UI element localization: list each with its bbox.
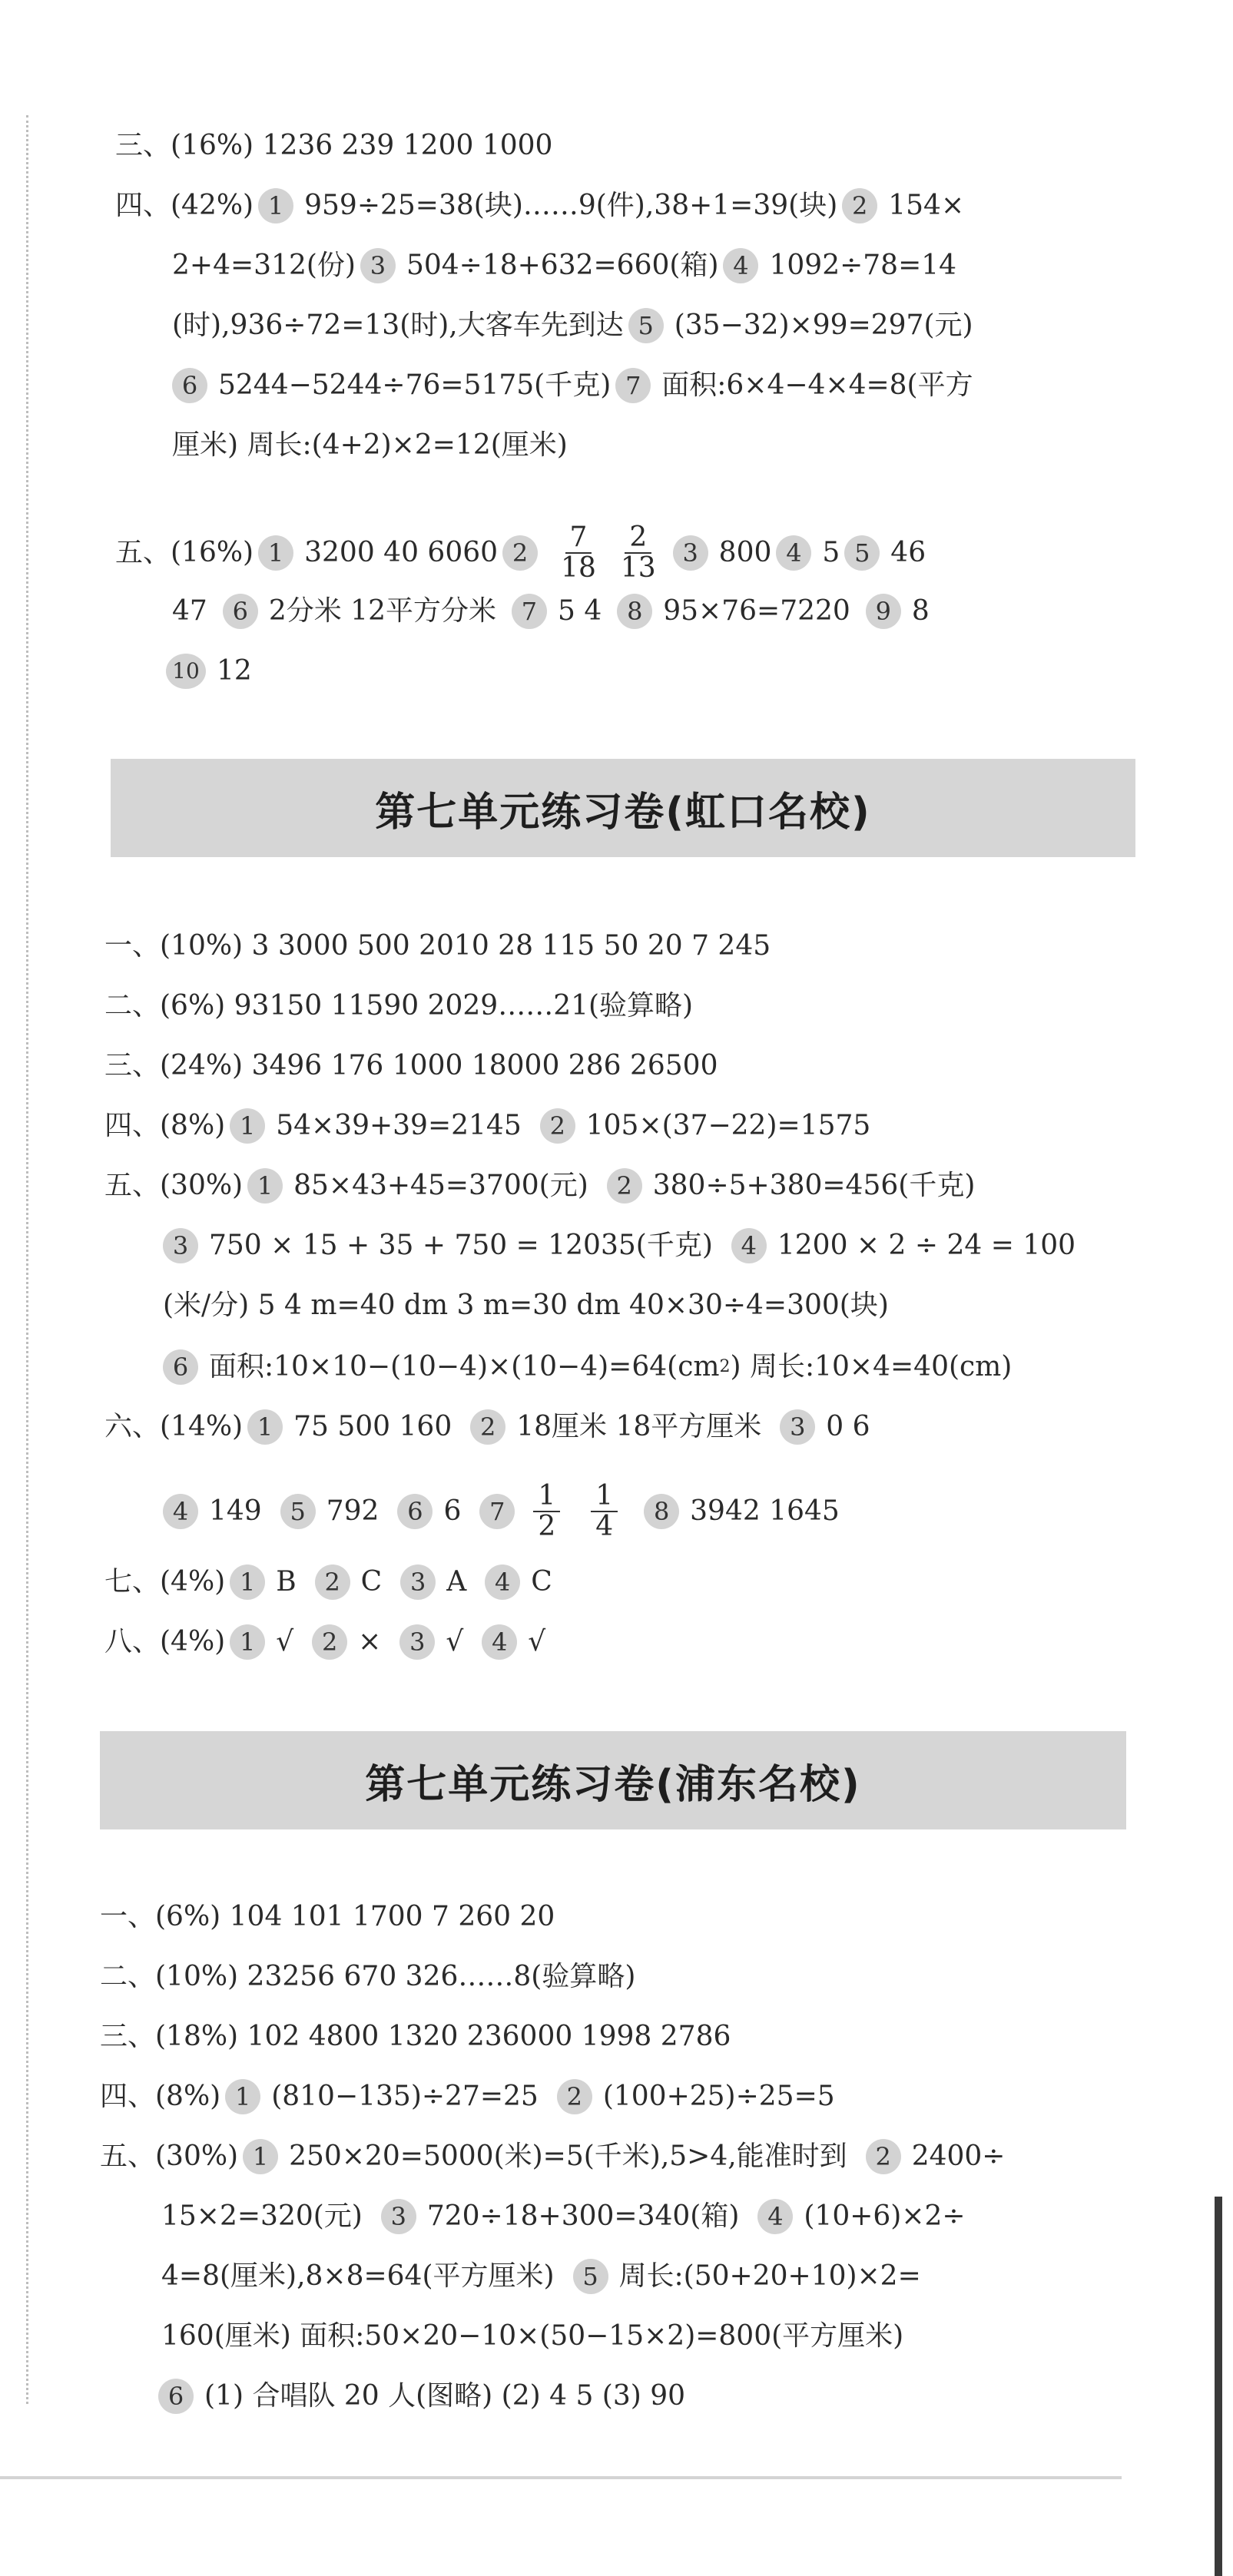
- section-label: 五、(16%): [115, 537, 254, 568]
- fraction-denominator: 18: [561, 552, 596, 584]
- answer-text: 周长:(50+20+10)×2=: [618, 2260, 921, 2292]
- question-number-badge: 6: [397, 1494, 433, 1529]
- section-label: 五、(30%): [100, 2141, 239, 2172]
- answer-text: 250×20=5000(米)=5(千米),5>4,能准时到: [289, 2141, 847, 2172]
- fraction: [591, 1482, 618, 1541]
- section-title-banner: [111, 759, 1135, 857]
- answer-text: √: [528, 1626, 546, 1657]
- question-number-badge: 1: [258, 535, 293, 571]
- fraction-denominator: 4: [595, 1511, 614, 1542]
- answer-text: (810−135)÷27=25: [271, 2081, 539, 2112]
- question-number-badge: 8: [617, 594, 652, 629]
- question-number-badge: 1: [225, 2079, 260, 2114]
- answer-text: 15×2=320(元): [161, 2200, 363, 2232]
- answer-line: [158, 1227, 1076, 1264]
- answer-text: 面积:6×4−4×4=8(平方: [661, 369, 973, 401]
- answer-text: 2分米 12平方分米: [268, 595, 496, 627]
- question-number-badge: 3: [780, 1409, 815, 1445]
- question-number-badge: 3: [400, 1564, 436, 1600]
- question-number-badge: 1: [258, 188, 293, 223]
- answer-text: 800: [718, 537, 772, 568]
- answer-line: [161, 653, 252, 690]
- answer-text: 154×: [888, 190, 965, 221]
- section-label: 四、(8%): [104, 1110, 226, 1141]
- fraction: [533, 1482, 560, 1541]
- question-number-badge: 3: [673, 535, 708, 571]
- answer-text: (35−32)×99=297(元): [674, 310, 973, 341]
- answer-text: 3200 40 6060: [304, 537, 499, 568]
- question-number-badge: 5: [280, 1494, 316, 1529]
- fraction: [556, 523, 601, 583]
- answer-text: 149: [209, 1495, 262, 1527]
- answer-text: 105×(37−22)=1575: [585, 1110, 871, 1141]
- answer-text: 5 4: [557, 595, 602, 627]
- superscript: 2: [719, 1357, 731, 1376]
- answer-text: 3942 1645: [690, 1495, 840, 1527]
- question-number-badge: 4: [776, 535, 811, 571]
- answer-text: 792: [326, 1495, 380, 1527]
- question-number-badge: 2: [540, 1108, 575, 1144]
- answer-text: 二、(6%) 93150 11590 2029……21(验算略): [104, 990, 694, 1021]
- answer-text: A: [446, 1566, 467, 1598]
- answer-line: [163, 1287, 889, 1324]
- section-title: 第七单元练习卷(虹口名校): [375, 789, 871, 836]
- answer-text: 4=8(厘米),8×8=64(平方厘米): [161, 2260, 555, 2292]
- section-title: 第七单元练习卷(浦东名校): [365, 1761, 861, 1808]
- answer-text: 三、(18%) 102 4800 1320 236000 1998 2786: [100, 2021, 731, 2052]
- right-edge-bar: [1215, 2197, 1222, 2576]
- answer-line: [161, 2318, 903, 2355]
- answer-text: 面积:10×10−(10−4)×(10−4)=64(cm: [209, 1351, 720, 1382]
- answer-line: [115, 127, 552, 164]
- fraction-numerator: 2: [625, 523, 651, 554]
- question-number-badge: 4: [485, 1564, 520, 1600]
- answer-text: 75 500 160: [293, 1411, 452, 1442]
- answer-text: 504÷18+632=660(箱): [406, 250, 719, 281]
- answer-line: [172, 593, 930, 630]
- answer-text: C: [360, 1566, 383, 1598]
- fraction-denominator: 13: [620, 552, 656, 584]
- answer-line: [115, 187, 964, 224]
- answer-text: 1200 × 2 ÷ 24 = 100: [777, 1230, 1076, 1261]
- question-number-badge: 2: [312, 1624, 347, 1660]
- answer-text: 1092÷78=14: [769, 250, 957, 281]
- answer-line: [104, 1167, 975, 1204]
- question-number-badge: 3: [163, 1228, 198, 1263]
- fraction: [616, 523, 661, 583]
- answer-text: 0 6: [826, 1411, 870, 1442]
- answer-text: 959÷25=38(块)……9(件),38+1=39(块): [304, 190, 838, 221]
- answer-line: [100, 2018, 731, 2055]
- answer-line: [172, 247, 956, 284]
- section-label: 七、(4%): [104, 1566, 226, 1598]
- question-number-badge: 4: [723, 248, 758, 283]
- fraction-numerator: 7: [565, 523, 592, 554]
- question-number-badge: 2: [470, 1409, 505, 1445]
- question-number-badge: 10: [166, 654, 206, 689]
- answer-line: [161, 2258, 921, 2295]
- question-number-badge: 2: [557, 2079, 592, 2114]
- answer-line: [161, 2198, 966, 2235]
- answer-text: 47: [172, 595, 207, 627]
- answer-text: 85×43+45=3700(元): [293, 1170, 588, 1201]
- question-number-badge: 6: [158, 2379, 194, 2414]
- question-number-badge: 1: [230, 1564, 265, 1600]
- answer-text: 5: [822, 537, 840, 568]
- answer-line: [172, 427, 568, 464]
- answer-line: [154, 2378, 685, 2415]
- question-number-badge: 4: [731, 1228, 767, 1263]
- question-number-badge: 1: [247, 1409, 283, 1445]
- question-number-badge: 6: [223, 594, 258, 629]
- section-label: 八、(4%): [104, 1626, 226, 1657]
- question-number-badge: 2: [607, 1168, 642, 1204]
- answer-text: 三、(24%) 3496 176 1000 18000 286 26500: [104, 1050, 718, 1081]
- answer-text: (100+25)÷25=5: [602, 2081, 835, 2112]
- answer-line: [100, 1958, 635, 1995]
- answer-text: 一、(6%) 104 101 1700 7 260 20: [100, 1901, 555, 1932]
- answer-line: [104, 1564, 552, 1601]
- fraction-numerator: 1: [591, 1482, 618, 1512]
- answer-text: 95×76=7220: [663, 595, 850, 627]
- section-label: 四、(8%): [100, 2081, 221, 2112]
- question-number-badge: 3: [399, 1624, 435, 1660]
- question-number-badge: 6: [172, 368, 207, 403]
- question-number-badge: 1: [247, 1168, 283, 1204]
- answer-text: 750 × 15 + 35 + 750 = 12035(千克): [209, 1230, 713, 1261]
- answer-text: (时),936÷72=13(时),大客车先到达: [172, 310, 624, 341]
- answer-text: 46: [890, 537, 926, 568]
- answer-text: C: [531, 1566, 552, 1598]
- question-number-badge: 5: [628, 308, 664, 343]
- section-label: 四、(42%): [115, 190, 254, 221]
- section-label: 六、(14%): [104, 1411, 244, 1442]
- answer-line: [100, 2138, 1005, 2175]
- answer-text: 二、(10%) 23256 670 326……8(验算略): [100, 1961, 636, 1992]
- answer-text: 160(厘米) 面积:50×20−10×(50−15×2)=800(平方厘米): [161, 2320, 904, 2352]
- section-label: 五、(30%): [104, 1170, 244, 1201]
- answer-text: ×: [358, 1626, 382, 1657]
- question-number-badge: 7: [615, 368, 651, 403]
- question-number-badge: 4: [163, 1494, 198, 1529]
- question-number-badge: 3: [381, 2199, 416, 2234]
- answer-text: 18厘米 18平方厘米: [516, 1411, 762, 1442]
- answer-line: [104, 1409, 870, 1445]
- question-number-badge: 5: [844, 535, 880, 571]
- answer-text: √: [276, 1626, 294, 1657]
- question-number-badge: 7: [512, 594, 547, 629]
- answer-text: 一、(10%) 3 3000 500 2010 28 115 50 20 7 245: [104, 930, 771, 962]
- answer-line: [104, 1108, 870, 1144]
- question-number-badge: 2: [315, 1564, 350, 1600]
- answer-text: 厘米) 周长:(4+2)×2=12(厘米): [172, 429, 568, 461]
- answer-line: [104, 928, 771, 965]
- answer-line: [167, 367, 973, 404]
- question-number-badge: 7: [479, 1494, 515, 1529]
- question-number-badge: 2: [502, 535, 538, 571]
- answer-text: (米/分) 5 4 m=40 dm 3 m=30 dm 40×30÷4=300(块): [163, 1290, 889, 1321]
- bottom-rule: [0, 2476, 1122, 2479]
- answer-text: ) 周长:10×4=40(cm): [730, 1351, 1013, 1382]
- answer-line: [158, 1473, 840, 1550]
- question-number-badge: 6: [163, 1349, 198, 1385]
- answer-text: 三、(16%) 1236 239 1200 1000: [115, 130, 553, 161]
- question-number-badge: 9: [866, 594, 901, 629]
- answer-line: [100, 1899, 555, 1935]
- answer-text: 6: [443, 1495, 462, 1527]
- question-number-badge: 2: [866, 2139, 901, 2174]
- question-number-badge: 8: [644, 1494, 679, 1529]
- question-number-badge: 4: [757, 2199, 793, 2234]
- answer-line: [158, 1349, 1012, 1386]
- answer-text: 720÷18+300=340(箱): [426, 2200, 740, 2232]
- answer-text: (10+6)×2÷: [804, 2200, 966, 2232]
- answer-text: 5244−5244÷76=5175(千克): [218, 369, 612, 401]
- answer-text: 54×39+39=2145: [276, 1110, 522, 1141]
- question-number-badge: 2: [842, 188, 877, 223]
- section-title-banner: [100, 1731, 1126, 1829]
- answer-text: B: [276, 1566, 297, 1598]
- answer-line: [104, 1048, 718, 1084]
- answer-text: 380÷5+380=456(千克): [652, 1170, 976, 1201]
- fraction-numerator: 1: [533, 1482, 560, 1512]
- question-number-badge: 1: [243, 2139, 278, 2174]
- answer-line: [100, 2078, 835, 2115]
- fraction-denominator: 2: [538, 1511, 556, 1542]
- question-number-badge: 5: [573, 2259, 608, 2294]
- question-number-badge: 4: [482, 1624, 517, 1660]
- answer-line: [104, 988, 693, 1025]
- answer-text: 8: [911, 595, 930, 627]
- answer-text: 2+4=312(份): [172, 250, 356, 281]
- answer-text: 12: [217, 655, 252, 687]
- question-number-badge: 1: [230, 1108, 265, 1144]
- binding-dotted-line: [26, 115, 28, 2404]
- answer-line: [172, 307, 973, 344]
- question-number-badge: 1: [230, 1624, 265, 1660]
- answer-line: [115, 516, 926, 590]
- answer-line: [104, 1624, 545, 1660]
- answer-text: 2400÷: [911, 2141, 1006, 2172]
- question-number-badge: 3: [360, 248, 396, 283]
- answer-text: √: [446, 1626, 464, 1657]
- answer-text: (1) 合唱队 20 人(图略) (2) 4 5 (3) 90: [204, 2380, 686, 2412]
